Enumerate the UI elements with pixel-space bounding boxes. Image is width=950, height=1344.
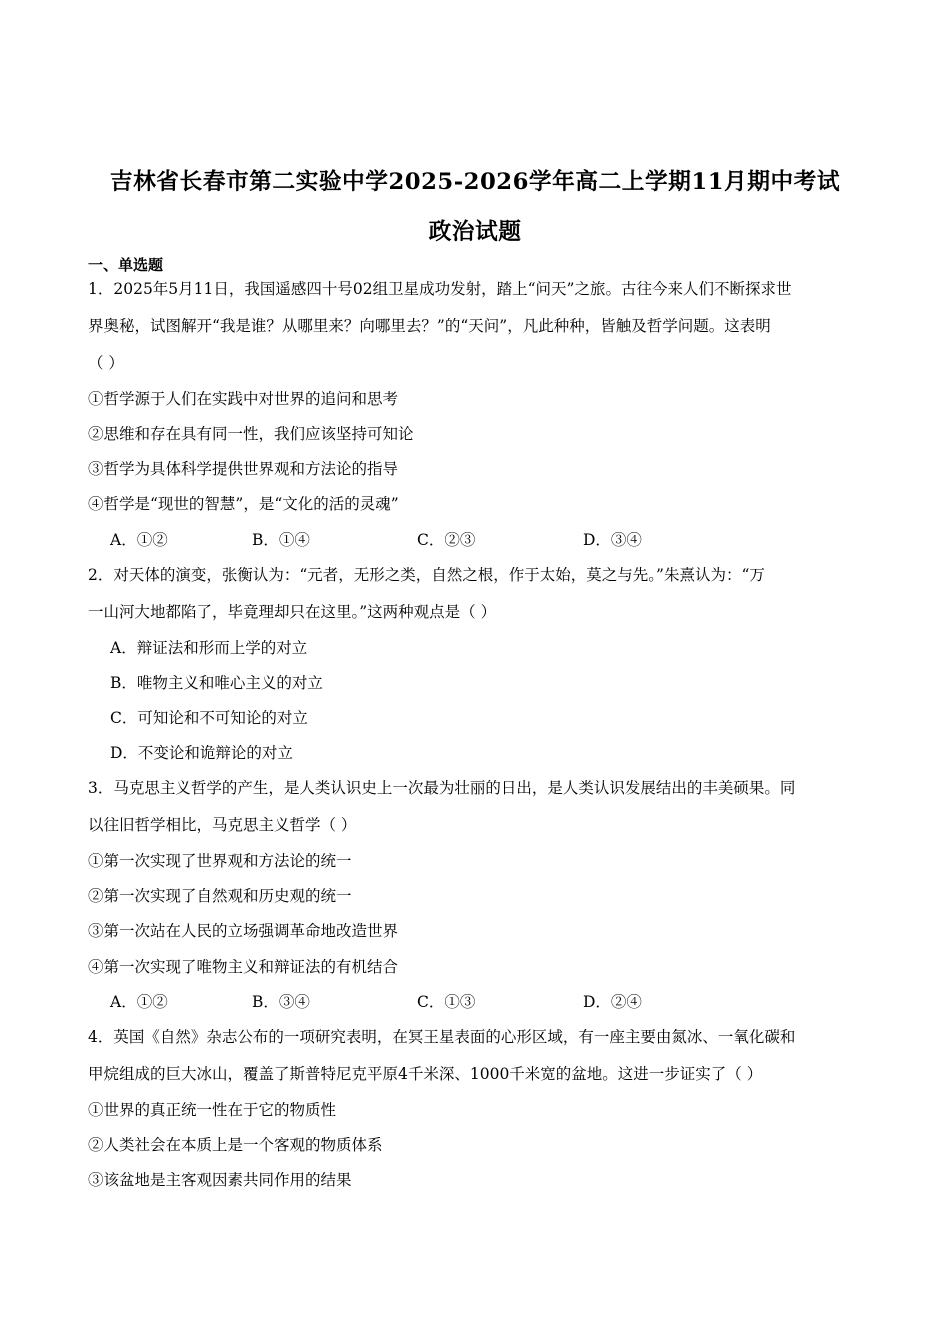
q1-option-b: B．①④ [252,531,310,549]
q2-stem-line: 2．对天体的演变，张衡认为：“元者，无形之类，自然之根，作于太始，莫之与先。”朱熹认为：“万 [88,566,765,584]
q4-stem-line: 4．英国《自然》杂志公布的一项研究表明，在冥王星表面的心形区域，有一座主要由氮冰、一氧化碳和 [88,1028,796,1046]
q1-statement: ④哲学是“现世的智慧”，是“文化的活的灵魂” [88,495,399,513]
q2-option-a: A．辩证法和形而上学的对立 [110,639,308,657]
q4-statement: ③该盆地是主客观因素共同作用的结果 [88,1171,352,1189]
q1-stem-line: 1．2025年5月11日，我国遥感四十号02组卫星成功发射，踏上“问天”之旅。古往今来人们不断探求世 [88,280,792,298]
q1-statement: ①哲学源于人们在实践中对世界的追问和思考 [88,390,399,408]
exam-title: 吉林省长春市第二实验中学2025-2026学年高二上学期11月期中考试 [109,169,841,195]
q2-option-c: C．可知论和不可知论的对立 [110,709,308,727]
q3-statement: ③第一次站在人民的立场强调革命地改造世界 [88,922,399,940]
q1-statement: ③哲学为具体科学提供世界观和方法论的指导 [88,460,399,478]
q3-stem-line: 3．马克思主义哲学的产生，是人类认识史上一次最为壮丽的日出，是人类认识发展结出的丰美硕果。同 [88,779,796,797]
section-heading: 一、单选题 [88,256,164,274]
q4-statement: ①世界的真正统一性在于它的物质性 [88,1101,337,1119]
q2-option-d: D．不变论和诡辩论的对立 [110,744,293,762]
q1-statement: ②思维和存在具有同一性，我们应该坚持可知论 [88,425,414,443]
q1-option-c: C．②③ [417,531,476,549]
q1-option-a: A．①② [110,531,168,549]
exam-subtitle: 政治试题 [428,219,522,245]
q3-option-c: C．①③ [417,993,476,1011]
q3-option-d: D．②④ [583,993,642,1011]
q3-option-a: A．①② [110,993,168,1011]
q2-option-b: B．唯物主义和唯心主义的对立 [110,674,323,692]
q3-option-b: B．③④ [252,993,310,1011]
q1-stem-line: （ ） [88,354,124,372]
q3-statement: ①第一次实现了世界观和方法论的统一 [88,852,352,870]
q4-stem-line: 甲烷组成的巨大冰山，覆盖了斯普特尼克平原4千米深、1000千米宽的盆地。这进一步证实了（ ） [88,1065,763,1083]
q1-option-d: D．③④ [583,531,642,549]
q1-stem-line: 界奥秘，试图解开“我是谁？从哪里来？向哪里去？”的“天问”，凡此种种，皆触及哲学问题。这表明 [88,317,771,335]
q4-statement: ②人类社会在本质上是一个客观的物质体系 [88,1136,383,1154]
q3-statement: ②第一次实现了自然观和历史观的统一 [88,887,352,905]
q2-stem-line: 一山河大地都陷了，毕竟理却只在这里。”这两种观点是（ ） [88,603,497,621]
q3-statement: ④第一次实现了唯物主义和辩证法的有机结合 [88,958,399,976]
q3-stem-line: 以往旧哲学相比，马克思主义哲学（ ） [88,816,357,834]
